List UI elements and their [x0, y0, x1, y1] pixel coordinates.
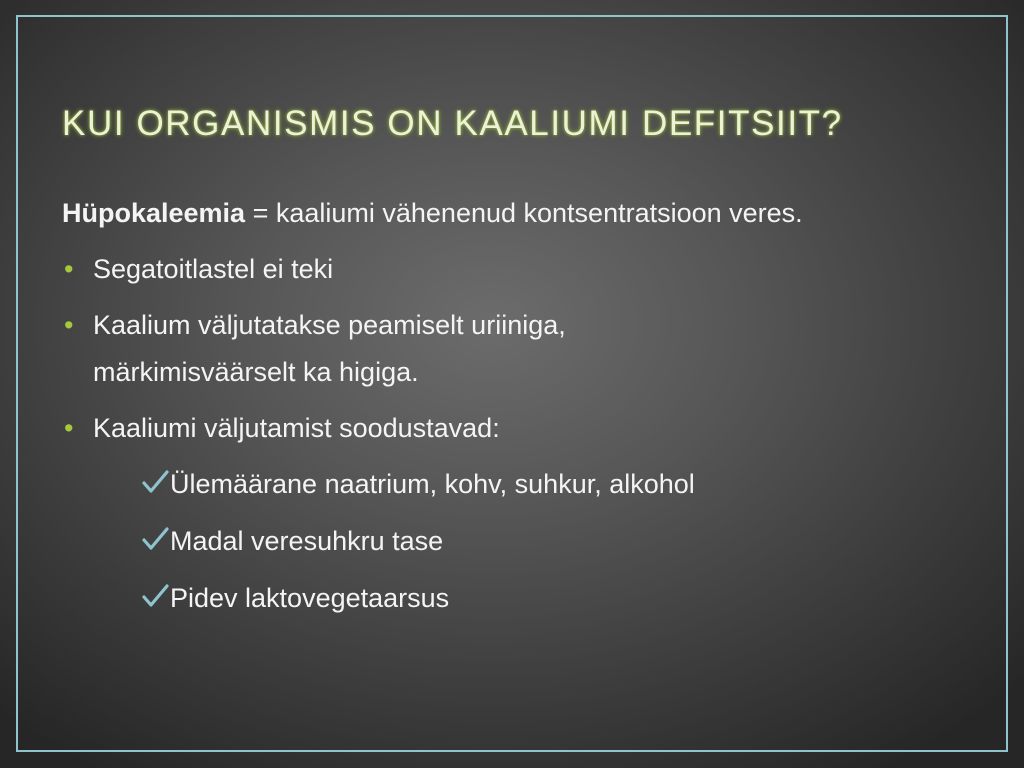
slide-title: KUI ORGANISMIS ON KAALIUMI DEFITSIIT? [62, 104, 843, 143]
bullet-list [62, 246, 962, 452]
check-list [62, 461, 962, 622]
check-text: Madal veresuhkru tase [170, 526, 444, 556]
slide-body [62, 190, 962, 632]
bullet-icon: • [64, 413, 74, 443]
bullet-icon: • [64, 310, 74, 340]
bullet-item [62, 405, 962, 452]
bullet-text: Segatoitlastel ei teki [93, 254, 334, 284]
check-text: Pidev laktovegetaarsus [170, 583, 450, 613]
bullet-icon: • [64, 254, 74, 284]
check-item [62, 518, 962, 565]
checkmark-icon [141, 526, 169, 552]
checkmark-icon [141, 583, 169, 609]
bullet-item [62, 302, 962, 396]
check-item [62, 461, 962, 508]
bullet-text: Kaaliumi väljutamist soodustavad: [93, 413, 500, 443]
check-item [62, 575, 962, 622]
checkmark-icon [141, 469, 169, 495]
bullet-text: Kaalium väljutatakse peamiselt uriiniga, märkimisväärselt ka higiga. [93, 310, 566, 387]
check-text: Ülemäärane naatrium, kohv, suhkur, alkohol [170, 469, 695, 499]
intro-paragraph [62, 190, 962, 237]
intro-term: Hüpokaleemia [62, 198, 246, 228]
bullet-item [62, 246, 962, 293]
intro-definition: = kaaliumi vähenenud kontsentratsioon veres. [245, 198, 803, 228]
